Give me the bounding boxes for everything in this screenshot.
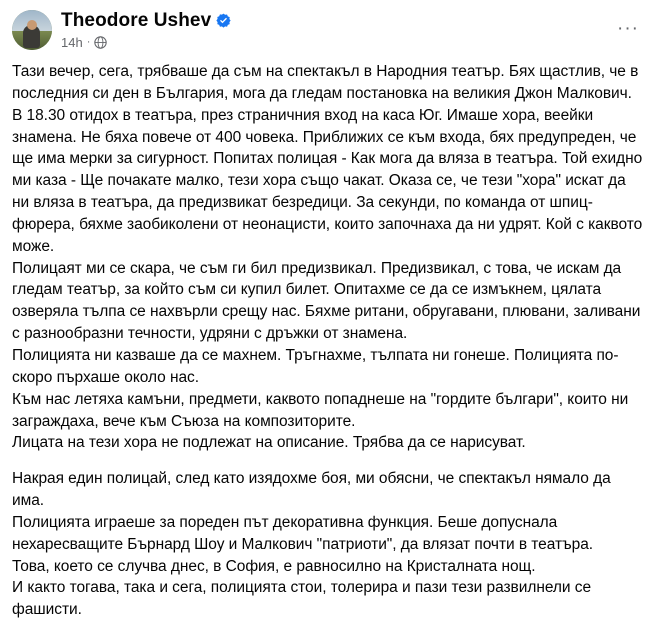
post-options-menu-icon[interactable]: ··· xyxy=(617,18,639,39)
post-paragraph: Полицията ни казваше да се махнем. Тръгнахме, тълпата ни гонеше. Полицията по-скоро пърхаше около нас. xyxy=(12,346,619,386)
post-header-text xyxy=(61,10,231,50)
post-body xyxy=(12,61,643,621)
globe-icon[interactable] xyxy=(94,36,107,49)
post-paragraph: В 18.30 отидох в театъра, през страничния вход на каса Юг. Имаше хора, веейки знамена. Не бяха повече от 400 човека. Приближих се към входа, бях предупреден, че ще има мерки за сигурност. Попитах полицая - Как мога да вляза в театъра. Той ехидно ми каза - Ще почакате малко, тези хора също чакат. Оказа се, че тези "хора" искат да ни вляза в театъра, да предизвикат безредици. За секунди, по команда от шпиц- фюрера, бяхме заобиколени от неонацисти, които започнаха да ни удрят. Кой с каквото може. xyxy=(12,106,643,255)
post-paragraph: Към нас летяха камъни, предмети, каквото попаднеше на "гордите българи", които ни заграждаха, вече към Съюза на композиторите. xyxy=(12,390,629,430)
author-row xyxy=(61,11,231,30)
post-paragraph: Полицаят ми се скара, че съм ги бил предизвикал. Предизвикал, с това, че искам да гледам театър, за който съм си купил билет. Опитахме се да се измъкнем, цялата озверяла тълпа се нахвърли срещу нас. Бяхме ритани, обругавани, плювани, заливани с разнообразни течности, удряни с дръжки от знамена. xyxy=(12,259,641,343)
post-timestamp[interactable]: 14h xyxy=(61,35,83,50)
post-paragraph: Лицата на тези хора не подлежат на описание. Трябва да се нарисуват. xyxy=(12,434,526,452)
post-paragraph: И както тогава, така и сега, полицията стои, толерира и пази тези развилнели се фашисти. xyxy=(12,579,592,619)
verified-badge-icon xyxy=(216,13,231,28)
post-paragraph: Полицията играеше за пореден път декоративна функция. Беше допуснала нехаресващите Бърнард Шоу и Малкович "патриоти", да влязат почти в театъра. xyxy=(12,513,594,553)
author-name[interactable]: Theodore Ushev xyxy=(61,10,212,31)
post-meta xyxy=(61,35,231,50)
avatar-head xyxy=(27,20,37,30)
post-paragraph: Тази вечер, сега, трябваше да съм на спектакъл в Народния театър. Бях щастлив, че в последния си ден в България, мога да гледам постановка на великия Джон Малкович. xyxy=(12,63,639,102)
avatar[interactable] xyxy=(12,10,52,50)
post-paragraph: Това, което се случва днес, в София, е равносилно на Кристалната нощ. xyxy=(12,557,536,575)
post-header xyxy=(12,10,643,54)
post-paragraph: Накрая един полицай, след като изядохме боя, ми обясни, че спектакъл нямало да има. xyxy=(12,470,611,510)
meta-separator: · xyxy=(86,36,91,48)
